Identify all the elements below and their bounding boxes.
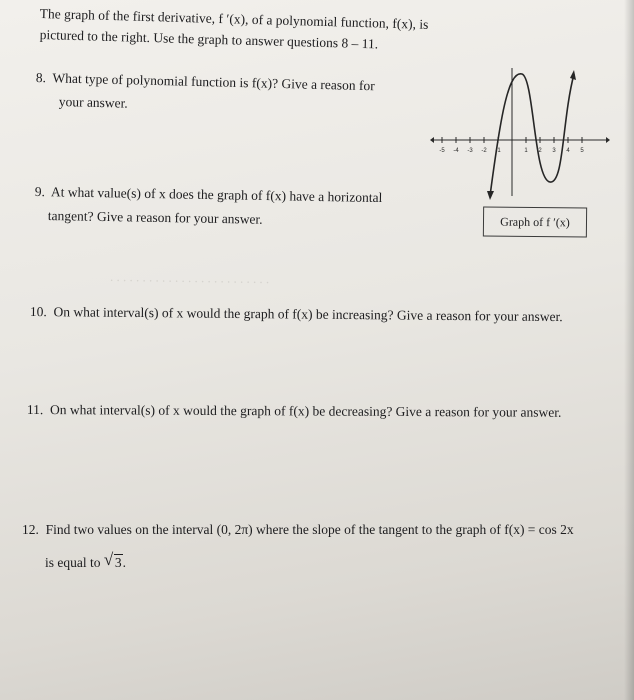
x-tick-label: 4 xyxy=(566,148,570,154)
bleed-through-text: . . . . . . . . . . . . . . . . . . . . . . . . . xyxy=(109,268,270,287)
derivative-curve xyxy=(490,74,574,196)
question-8-text: What type of polynomial function is f(x)? Give a reason for xyxy=(52,70,375,94)
question-8-line-2: your answer. xyxy=(58,94,128,111)
curve-start-arrow-icon xyxy=(487,191,494,200)
question-9-line-1 xyxy=(35,184,383,206)
question-12-line-2 xyxy=(45,550,126,571)
question-11-number: 11. xyxy=(26,402,44,418)
question-12-prefix: is equal to xyxy=(45,555,101,570)
question-10 xyxy=(30,304,563,325)
question-11 xyxy=(27,402,562,421)
question-12-line-1 xyxy=(22,522,574,538)
x-tick-label: -1 xyxy=(495,148,501,154)
x-tick-label: 1 xyxy=(524,148,528,154)
question-10-number: 10. xyxy=(29,304,47,320)
question-9-text: At what value(s) of x does the graph of f(x) have a horizontal xyxy=(50,184,383,206)
x-tick-label: 2 xyxy=(538,148,542,154)
x-tick-label: -3 xyxy=(467,148,473,154)
square-root xyxy=(103,550,123,571)
question-12-number: 12. xyxy=(22,522,39,537)
intro-line-2: pictured to the right. Use the graph to answer questions 8 – 11. xyxy=(39,27,379,52)
x-tick-label: -5 xyxy=(439,148,445,154)
question-8-line-1 xyxy=(36,70,375,94)
x-axis-arrow-icon xyxy=(606,137,610,143)
derivative-graph xyxy=(430,60,610,202)
question-12-text: Find two values on the interval (0, 2π) where the slope of the tangent to the graph of f(x) = cos 2x xyxy=(45,522,574,537)
page-shadow xyxy=(624,0,634,700)
question-11-text: On what interval(s) of x would the graph of f(x) be decreasing? Give a reason for your answer. xyxy=(50,402,562,420)
x-tick-label: -2 xyxy=(481,148,487,154)
intro-line-1: The graph of the first derivative, f ′(x), of a polynomial function, f(x), is xyxy=(39,6,429,32)
x-tick-label: 5 xyxy=(580,148,584,154)
question-9-line-2: tangent? Give a reason for your answer. xyxy=(47,208,263,227)
x-tick-label: 3 xyxy=(552,148,556,154)
radical-sign-icon: √ xyxy=(103,550,114,569)
question-9-number: 9. xyxy=(34,184,46,200)
graph-caption: Graph of f ′(x) xyxy=(483,206,587,237)
x-axis-left-arrow-icon xyxy=(430,137,434,143)
question-12-suffix: . xyxy=(122,555,126,570)
x-tick-label: -4 xyxy=(453,148,459,154)
question-10-text: On what interval(s) of x would the graph of f(x) be increasing? Give a reason for your answer. xyxy=(53,304,563,325)
radicand: 3 xyxy=(114,555,122,570)
curve-end-arrow-icon xyxy=(570,70,576,80)
question-8-number: 8. xyxy=(35,70,47,86)
